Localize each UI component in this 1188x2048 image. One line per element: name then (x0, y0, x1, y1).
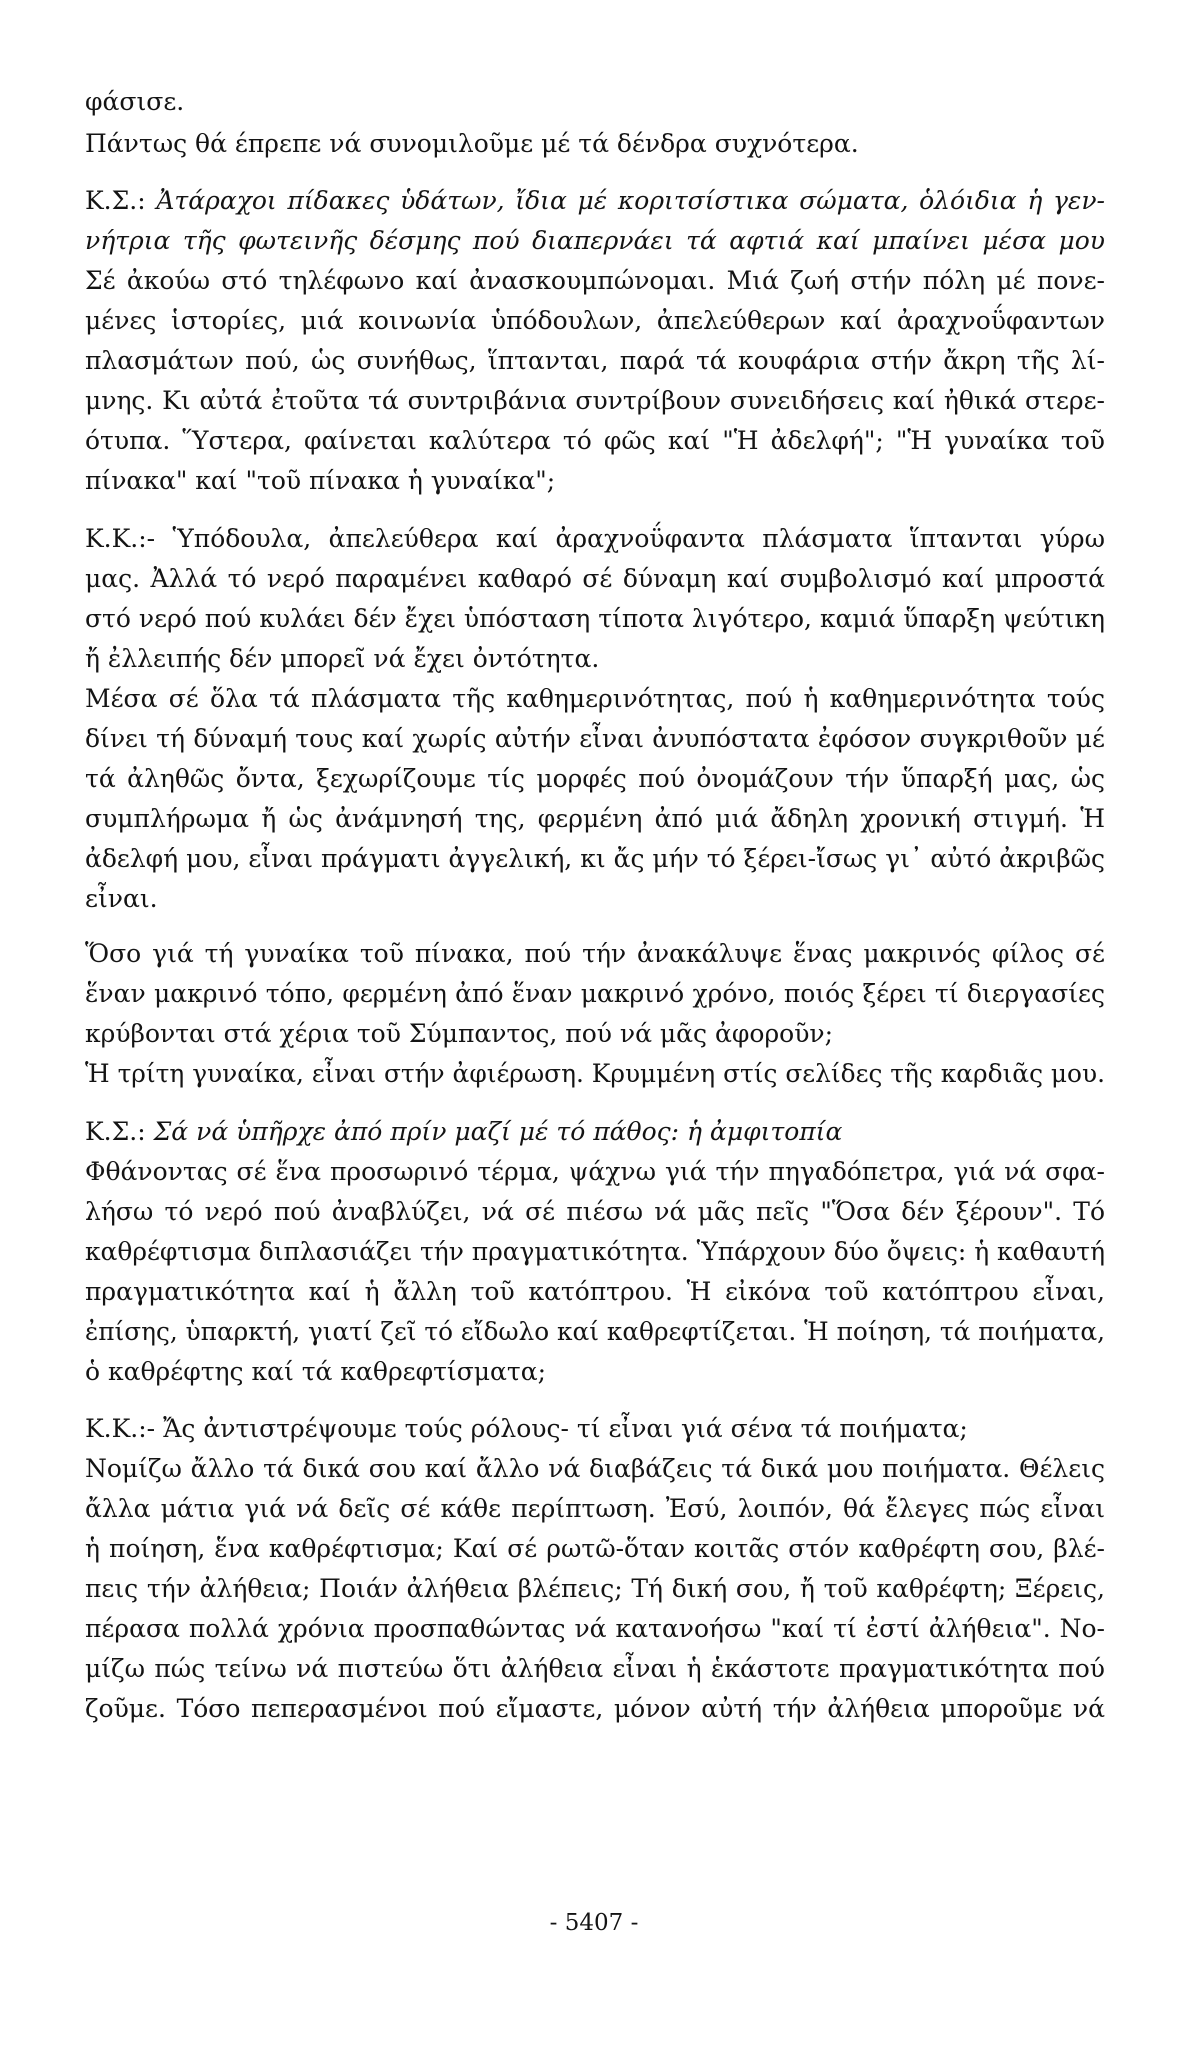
line-text: εἶναι. (85, 884, 158, 913)
text-line (85, 521, 1105, 557)
line-text: μένες ἱστορίες, μιά κοινωνία ὑπόδουλων, ἀπελεύθερων καί ἀραχνοΰφαντων (85, 306, 1105, 335)
text-line (85, 84, 1105, 120)
line-text: συμπλήρωμα ἤ ὡς ἀνάμνησή της, φερμένη ἀπό μιά ἄδηλη χρονική στιγμή. Ἡ (85, 804, 1105, 833)
text-line (85, 681, 1105, 717)
text-line (85, 721, 1105, 757)
line-text: ἤ ἐλλειπής δέν μπορεῖ νά ἔχει ὀντότητα. (85, 644, 600, 673)
line-text: Ἀτάραχοι πίδακες ὑδάτων, ἴδια μέ κοριτσίστικα σώματα, ὁλόιδια ἡ γεν- (156, 186, 1105, 215)
line-text: Μέσα σέ ὅλα τά πλάσματα τῆς καθημερινότητας, πού ἡ καθημερινότητα τούς (85, 684, 1105, 713)
text-line (85, 1491, 1105, 1527)
line-text: λήσω τό νερό πού ἀναβλύζει, νά σέ πιέσω νά μᾶς πεῖς "Ὅσα δέν ξέρουν". Τό (85, 1197, 1105, 1226)
line-text: Σά νά ὑπῆρχε ἀπό πρίν μαζί μέ τό πάθος: ἡ ἀμφιτοπία (153, 1117, 843, 1146)
text-line (85, 641, 1105, 677)
text-line (85, 1611, 1105, 1647)
text-line (85, 1314, 1105, 1350)
text-line (85, 1234, 1105, 1270)
text-line (85, 1411, 1105, 1447)
text-line (85, 223, 1105, 259)
text-line (85, 1691, 1105, 1727)
text-line (85, 383, 1105, 419)
text-line (85, 1194, 1105, 1230)
line-text: μνης. Κι αὐτά ἐτοῦτα τά συντριβάνια συντρίβουν συνειδήσεις καί ἠθικά στερε- (85, 386, 1105, 415)
line-text: μίζω πώς τείνω νά πιστεύω ὅτι ἀλήθεια εἶναι ἡ ἑκάστοτε πραγματικότητα πού (85, 1654, 1105, 1683)
line-text: Κ.Κ.:- Ὑπόδουλα, ἀπελεύθερα καί ἀραχνοΰφαντα πλάσματα ἵπτανται γύρω (85, 524, 1105, 553)
line-text: ἕναν μακρινό τόπο, φερμένη ἀπό ἕναν μακρινό χρόνο, ποιός ξέρει τί διεργασίες (85, 979, 1105, 1008)
line-text: δίνει τή δύναμή τους καί χωρίς αὐτήν εἶναι ἀνυπόστατα ἐφόσον συγκριθοῦν μέ (85, 724, 1105, 753)
text-line (85, 976, 1105, 1012)
line-text: ότυπα. Ὕστερα, φαίνεται καλύτερα τό φῶς καί "Ἡ ἀδελφή"; "Ἡ γυναίκα τοῦ (85, 426, 1105, 455)
line-text: Νομίζω ἄλλο τά δικά σου καί ἄλλο νά διαβάζεις τά δικά μου ποιήματα. Θέλεις (85, 1454, 1105, 1483)
line-text: ἀδελφή μου, εἶναι πράγματι ἀγγελική, κι ἄς μήν τό ξέρει-ἴσως γι᾿ αὐτό ἀκριβῶς (85, 844, 1105, 873)
line-text: Κ.Κ.:- Ἄς ἀντιστρέψουμε τούς ρόλους- τί εἶναι γιά σένα τά ποιήματα; (85, 1414, 968, 1443)
text-line (85, 1154, 1105, 1190)
speaker-label: Κ.Σ.: (85, 1117, 154, 1146)
line-text: ὁ καθρέφτης καί τά καθρεφτίσματα; (85, 1357, 547, 1386)
text-line (85, 1354, 1105, 1390)
line-text: πλασμάτων πού, ὡς συνήθως, ἵπτανται, παρά τά κουφάρια στήν ἄκρη τῆς λί- (85, 346, 1105, 375)
text-line (85, 1274, 1105, 1310)
text-line (85, 343, 1105, 379)
line-text: Σέ ἀκούω στό τηλέφωνο καί ἀνασκουμπώνομαι. Μιά ζωή στήν πόλη μέ πονε- (85, 266, 1105, 295)
line-text: Φθάνοντας σέ ἕνα προσωρινό τέρμα, ψάχνω γιά τήν πηγαδόπετρα, γιά νά σφα- (85, 1157, 1105, 1186)
line-text: ἐπίσης, ὑπαρκτή, γιατί ζεῖ τό εἴδωλο καί καθρεφτίζεται. Ἡ ποίηση, τά ποιήματα, (85, 1317, 1105, 1346)
text-line (85, 1056, 1105, 1092)
line-text: πεις τήν ἀλήθεια; Ποιάν ἀλήθεια βλέπεις; Τή δική σου, ἤ τοῦ καθρέφτη; Ξέρεις, (85, 1574, 1105, 1603)
text-line (85, 1016, 1105, 1052)
line-text: πραγματικότητα καί ἡ ἄλλη τοῦ κατόπτρου. Ἡ εἰκόνα τοῦ κατόπτρου εἶναι, (85, 1277, 1105, 1306)
line-text: νήτρια τῆς φωτεινῆς δέσμης πού διαπερνάει τά αφτιά καί μπαίνει μέσα μου (85, 226, 1105, 255)
text-line (85, 801, 1105, 837)
text-line (85, 263, 1105, 299)
line-text: ἄλλα μάτια γιά νά δεῖς σέ κάθε περίπτωση. Ἐσύ, λοιπόν, θά ἔλεγες πώς εἶναι (85, 1494, 1105, 1523)
text-line (85, 183, 1105, 219)
text-line (85, 761, 1105, 797)
page-number: - 5407 - (549, 1910, 639, 1936)
line-text: κρύβονται στά χέρια τοῦ Σύμπαντος, πού νά μᾶς ἀφοροῦν; (85, 1019, 834, 1048)
line-text: στό νερό πού κυλάει δέν ἔχει ὑπόσταση τίποτα λιγότερο, καμιά ὕπαρξη ψεύτικη (85, 604, 1105, 633)
text-line (85, 1531, 1105, 1567)
text-line (85, 1451, 1105, 1487)
text-line (85, 1114, 1105, 1150)
line-text: Πάντως θά έπρεπε νά συνομιλοῦμε μέ τά δένδρα συχνότερα. (85, 129, 859, 158)
text-line (85, 561, 1105, 597)
line-text: μας. Ἀλλά τό νερό παραμένει καθαρό σέ δύναμη καί συμβολισμό καί μπροστά (85, 564, 1105, 593)
text-line (85, 1651, 1105, 1687)
text-line (85, 303, 1105, 339)
text-line (85, 881, 1105, 917)
line-text: πίνακα" καί "τοῦ πίνακα ἡ γυναίκα"; (85, 466, 556, 495)
line-text: τά ἀληθῶς ὄντα, ξεχωρίζουμε τίς μορφές πού ὀνομάζουν τήν ὕπαρξή μας, ὡς (85, 764, 1105, 793)
line-text: φάσισε. (85, 87, 185, 116)
text-line (85, 841, 1105, 877)
text-line (85, 423, 1105, 459)
speaker-label: Κ.Σ.: (85, 186, 157, 215)
text-line (85, 1571, 1105, 1607)
text-line (85, 936, 1105, 972)
line-text: καθρέφτισμα διπλασιάζει τήν πραγματικότητα. Ὑπάρχουν δύο ὄψεις: ἡ καθαυτή (85, 1237, 1105, 1266)
text-line (85, 601, 1105, 637)
line-text: πέρασα πολλά χρόνια προσπαθώντας νά κατανοήσω "καί τί ἐστί ἀλήθεια". Νο- (85, 1614, 1105, 1643)
line-text: Ἡ τρίτη γυναίκα, εἶναι στήν ἀφιέρωση. Κρυμμένη στίς σελίδες τῆς καρδιᾶς μου. (85, 1059, 1105, 1088)
text-line (85, 463, 1105, 499)
line-text: Ὅσο γιά τή γυναίκα τοῦ πίνακα, πού τήν ἀνακάλυψε ἕνας μακρινός φίλος σέ (85, 939, 1105, 968)
line-text: ζοῦμε. Τόσο πεπερασμένοι πού εἴμαστε, μόνον αὐτή τήν ἀλήθεια μποροῦμε νά (85, 1694, 1105, 1723)
text-line (85, 126, 1105, 162)
line-text: ἡ ποίηση, ἕνα καθρέφτισμα; Καί σέ ρωτῶ-ὅταν κοιτᾶς στόν καθρέφτη σου, βλέ- (85, 1534, 1105, 1563)
